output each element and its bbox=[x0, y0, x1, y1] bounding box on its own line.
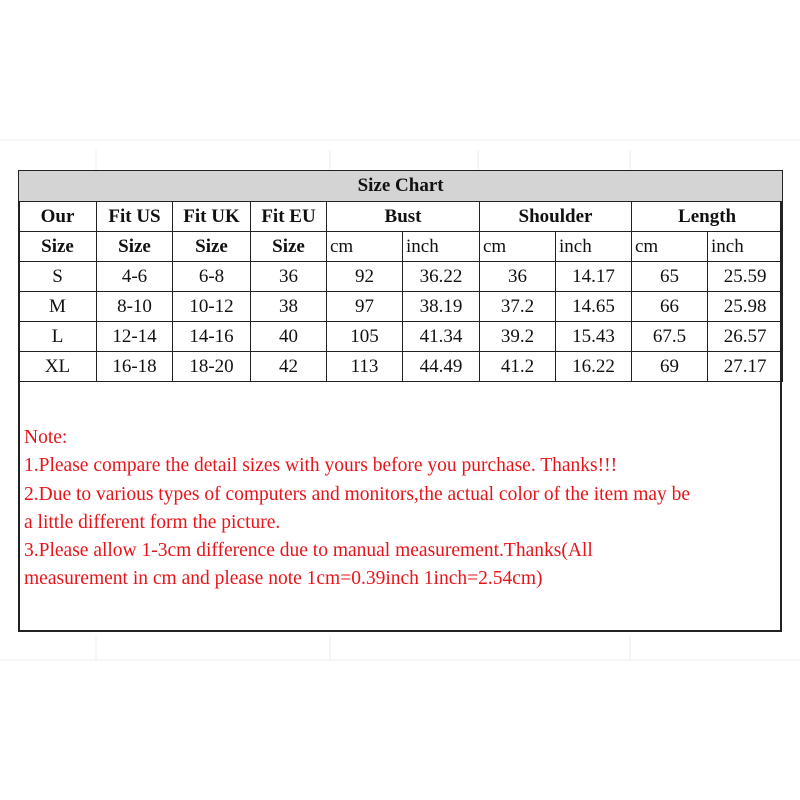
cell-bust-inch: 41.34 bbox=[403, 322, 480, 352]
table-title-row bbox=[19, 171, 783, 202]
cell-eu: 38 bbox=[251, 292, 327, 322]
table-row bbox=[19, 292, 783, 322]
cell-us: 12-14 bbox=[97, 322, 173, 352]
note-heading: Note: bbox=[24, 427, 68, 448]
cell-length-inch: 25.59 bbox=[708, 262, 783, 292]
notes-section bbox=[24, 424, 780, 594]
header-fit-uk-2: Size bbox=[173, 232, 251, 262]
size-chart-title: Size Chart bbox=[19, 171, 783, 202]
cell-bust-cm: 92 bbox=[327, 262, 403, 292]
cell-us: 8-10 bbox=[97, 292, 173, 322]
note-line: measurement in cm and please note 1cm=0.39inch 1inch=2.54cm) bbox=[24, 568, 543, 590]
header-row-2 bbox=[19, 232, 783, 262]
cell-shoulder-inch: 15.43 bbox=[556, 322, 632, 352]
cell-us: 4-6 bbox=[97, 262, 173, 292]
header-fit-us-2: Size bbox=[97, 232, 173, 262]
cell-eu: 42 bbox=[251, 352, 327, 382]
header-bust-cm: cm bbox=[327, 232, 403, 262]
cell-uk: 14-16 bbox=[173, 322, 251, 352]
note-line: 1.Please compare the detail sizes with yours before you purchase. Thanks!!! bbox=[24, 455, 618, 477]
cell-length-inch: 26.57 bbox=[708, 322, 783, 352]
header-length-cm: cm bbox=[632, 232, 708, 262]
cell-bust-cm: 105 bbox=[327, 322, 403, 352]
cell-length-cm: 69 bbox=[632, 352, 708, 382]
cell-bust-inch: 36.22 bbox=[403, 262, 480, 292]
cell-shoulder-cm: 41.2 bbox=[480, 352, 556, 382]
header-our-size-2: Size bbox=[19, 232, 97, 262]
header-bust: Bust bbox=[327, 202, 480, 232]
cell-size: XL bbox=[19, 352, 97, 382]
header-fit-eu: Fit EU bbox=[251, 202, 327, 232]
header-shoulder-inch: inch bbox=[556, 232, 632, 262]
header-fit-us: Fit US bbox=[97, 202, 173, 232]
header-our-size: Our bbox=[19, 202, 97, 232]
cell-eu: 36 bbox=[251, 262, 327, 292]
cell-length-cm: 65 bbox=[632, 262, 708, 292]
table-row bbox=[19, 322, 783, 352]
cell-length-inch: 27.17 bbox=[708, 352, 783, 382]
cell-length-cm: 67.5 bbox=[632, 322, 708, 352]
cell-bust-inch: 38.19 bbox=[403, 292, 480, 322]
cell-uk: 6-8 bbox=[173, 262, 251, 292]
cell-length-cm: 66 bbox=[632, 292, 708, 322]
cell-length-inch: 25.98 bbox=[708, 292, 783, 322]
header-shoulder: Shoulder bbox=[480, 202, 632, 232]
note-line: a little different form the picture. bbox=[24, 511, 281, 533]
cell-bust-cm: 113 bbox=[327, 352, 403, 382]
cell-shoulder-cm: 39.2 bbox=[480, 322, 556, 352]
header-length: Length bbox=[632, 202, 783, 232]
cell-shoulder-inch: 14.17 bbox=[556, 262, 632, 292]
cell-size: M bbox=[19, 292, 97, 322]
header-row-1 bbox=[19, 202, 783, 232]
header-fit-uk: Fit UK bbox=[173, 202, 251, 232]
cell-size: L bbox=[19, 322, 97, 352]
cell-size: S bbox=[19, 262, 97, 292]
size-chart-table bbox=[18, 170, 783, 382]
cell-shoulder-cm: 36 bbox=[480, 262, 556, 292]
cell-us: 16-18 bbox=[97, 352, 173, 382]
header-shoulder-cm: cm bbox=[480, 232, 556, 262]
cell-shoulder-inch: 14.65 bbox=[556, 292, 632, 322]
cell-shoulder-cm: 37.2 bbox=[480, 292, 556, 322]
table-row bbox=[19, 352, 783, 382]
note-line: 3.Please allow 1-3cm difference due to manual measurement.Thanks(All bbox=[24, 540, 593, 562]
table-row bbox=[19, 262, 783, 292]
cell-bust-cm: 97 bbox=[327, 292, 403, 322]
cell-uk: 18-20 bbox=[173, 352, 251, 382]
header-bust-inch: inch bbox=[403, 232, 480, 262]
header-fit-eu-2: Size bbox=[251, 232, 327, 262]
cell-eu: 40 bbox=[251, 322, 327, 352]
cell-uk: 10-12 bbox=[173, 292, 251, 322]
note-line: 2.Due to various types of computers and monitors,the actual color of the item may be bbox=[24, 483, 691, 505]
header-length-inch: inch bbox=[708, 232, 783, 262]
cell-shoulder-inch: 16.22 bbox=[556, 352, 632, 382]
cell-bust-inch: 44.49 bbox=[403, 352, 480, 382]
